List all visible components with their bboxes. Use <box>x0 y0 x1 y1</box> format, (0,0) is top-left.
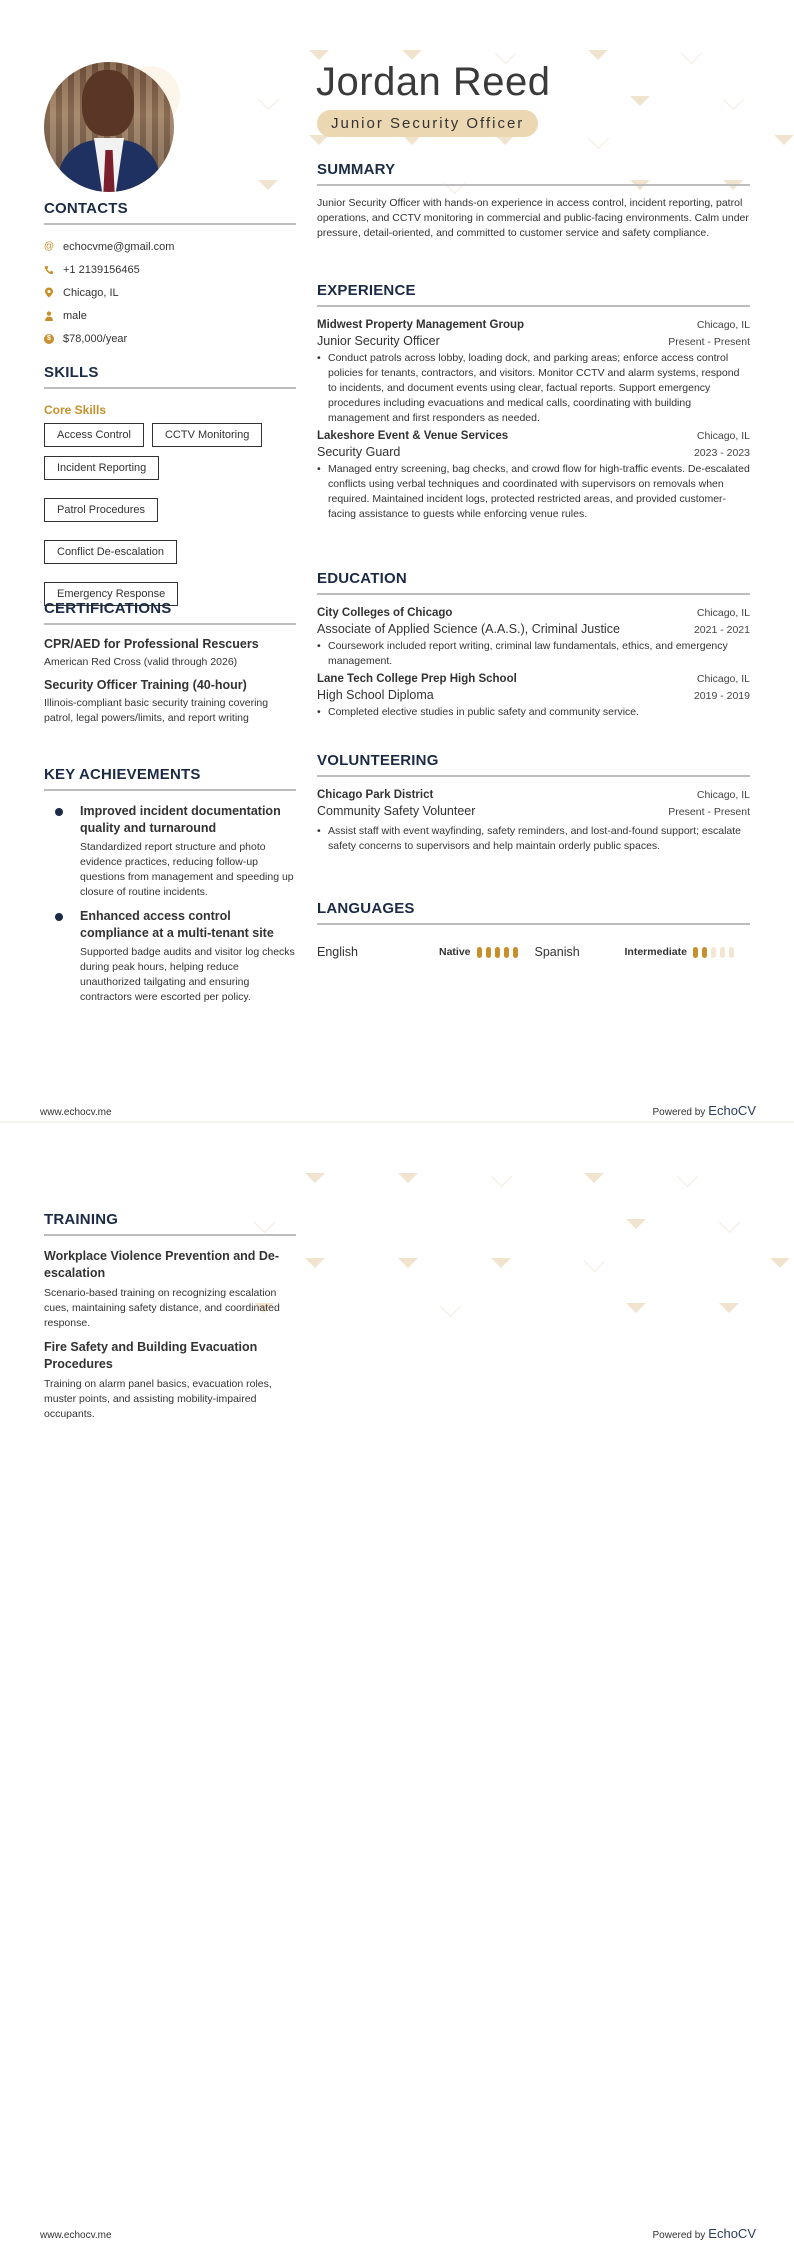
location-pin-icon <box>44 288 54 298</box>
entry-dates: 2019 - 2019 <box>693 690 750 702</box>
entry-description: Coursework included report writing, criminal law fundamentals, ethics, and emergency management. <box>328 640 728 667</box>
skill-tag: Emergency Response <box>44 582 178 606</box>
section-heading: CONTACTS <box>44 200 296 225</box>
brand-logo: EchoCV <box>708 2226 756 2241</box>
degree: High School Diploma <box>317 688 434 702</box>
page-footer <box>40 1103 756 1118</box>
employer-name: Lakeshore Event & Venue Services <box>317 430 509 442</box>
skill-group-label: Core Skills <box>44 403 107 417</box>
skill-tag: Conflict De-escalation <box>44 540 177 564</box>
entry-location: Chicago, IL <box>696 673 750 685</box>
contacts-section <box>44 200 296 350</box>
education-entry: Lane Tech College Prep High School Chicago, IL High School Diploma 2019 - 2019 • Completed elective studies in public safety and community service. <box>317 673 750 718</box>
entry-dates: Present - Present <box>668 336 750 348</box>
education-section <box>317 570 750 720</box>
section-heading: TRAINING <box>44 1211 296 1236</box>
volunteering-entry: Chicago Park District Chicago, IL Community Safety Volunteer Present - Present • Assist staff with event wayfinding, safety reminders, and lost-and-found support; escalate safety concerns to supervisors and help maintain orderly public spaces. <box>317 789 750 852</box>
section-heading: CERTIFICATIONS <box>44 600 296 625</box>
contact-value: $78,000/year <box>63 332 128 345</box>
contact-email[interactable] <box>44 235 296 258</box>
website-link[interactable]: www.echocv.me <box>40 1107 112 1118</box>
volunteer-role: Community Safety Volunteer <box>317 804 476 818</box>
job-role: Junior Security Officer <box>317 334 440 348</box>
entry-location: Chicago, IL <box>696 607 750 619</box>
website-link[interactable]: www.echocv.me <box>40 2230 112 2241</box>
training-section <box>44 1211 296 1422</box>
entry-dates: Present - Present <box>668 806 750 818</box>
entry-description: Conduct patrols across lobby, loading dock, and parking areas; enforce access control policies for tenants, contractors, and visitors. Monitor CCTV and alarm systems, respond to incidents, and document events using clear, factual reports. Support emergency procedures including evacuations and medical calls, coordinating with building management and first responders as needed. <box>328 352 740 424</box>
degree: Associate of Applied Science (A.A.S.), Criminal Justice <box>317 622 620 636</box>
entry-description: Completed elective studies in public safety and community service. <box>328 706 640 718</box>
person-icon <box>44 311 54 321</box>
summary-section <box>317 161 750 241</box>
training-desc: Scenario-based training on recognizing escalation cues, maintaining safety distance, and coordinated response. <box>44 1287 280 1329</box>
skills-section <box>44 364 296 606</box>
contact-value: male <box>63 309 87 322</box>
bullet-dot-icon <box>55 913 63 921</box>
school-name: City Colleges of Chicago <box>317 607 453 619</box>
cert-desc: Illinois-compliant basic security training covering patrol, legal powers/limits, and report writing <box>44 697 269 724</box>
organization-name: Chicago Park District <box>317 789 434 801</box>
contact-value: +1 2139156465 <box>63 263 140 276</box>
achievement-desc: Standardized report structure and photo evidence practices, reducing follow-up questions from management and speeding up closure of routine incidents. <box>80 841 294 898</box>
language-name: Spanish <box>534 945 580 959</box>
skill-tag: CCTV Monitoring <box>152 423 262 447</box>
cert-desc: American Red Cross (valid through 2026) <box>44 656 238 668</box>
summary-text: Junior Security Officer with hands-on experience in access control, incident reporting, patrol operations, and CCTV monitoring in commercial and public-facing environments. Calm under pressure, detail-oriented, and committed to customer service and safety compliance. <box>317 197 749 239</box>
achievement-title: Improved incident documentation quality and turnaround <box>80 804 281 835</box>
achievement-title: Enhanced access control compliance at a multi-tenant site <box>80 909 274 940</box>
volunteering-section <box>317 752 750 854</box>
section-heading: LANGUAGES <box>317 900 750 925</box>
powered-by: Powered by EchoCV <box>652 2226 756 2241</box>
brand-logo: EchoCV <box>708 1103 756 1118</box>
languages-section <box>317 900 750 959</box>
section-heading: VOLUNTEERING <box>317 752 750 777</box>
dollar-coin-icon: $ <box>44 334 54 344</box>
entry-dates: 2021 - 2021 <box>693 624 750 636</box>
school-name: Lane Tech College Prep High School <box>317 673 517 685</box>
job-title-badge: Junior Security Officer <box>317 110 538 137</box>
cert-name: Security Officer Training (40-hour) <box>44 678 247 692</box>
section-heading: SUMMARY <box>317 161 750 186</box>
achievement-desc: Supported badge audits and visitor log checks during peak hours, helping reduce unauthorized tailgating and ensuring contractors were escorted per policy. <box>80 946 295 1003</box>
language-level: Native <box>439 946 471 958</box>
skill-tag: Incident Reporting <box>44 456 159 480</box>
proficiency-dots <box>477 947 518 958</box>
skill-tags <box>44 423 296 606</box>
training-desc: Training on alarm panel basics, evacuation roles, muster points, and assisting mobility-impaired occupants. <box>44 1378 272 1420</box>
employer-name: Midwest Property Management Group <box>317 319 525 331</box>
certifications-section <box>44 600 296 726</box>
contact-phone[interactable] <box>44 258 296 281</box>
contact-value: echocvme@gmail.com <box>63 240 175 253</box>
entry-description: Managed entry screening, bag checks, and crowd flow for high-traffic events. De-escalated conflicts using verbal techniques and coordinated with supervisors on removals when required. Maintained incident logs, protected restricted areas, and provided customer-facing assistance to guests while enforcing venue rules. <box>328 463 750 520</box>
bullet-dot-icon <box>55 808 63 816</box>
entry-dates: 2023 - 2023 <box>693 447 750 459</box>
experience-entry: Midwest Property Management Group Chicago, IL Junior Security Officer Present - Present • Conduct patrols across lobby, loading dock, and parking areas; enforce access control policies for tenants, contractors, and visitors. Monitor CCTV and alarm systems, respond to incidents, and document events using clear, factual reports. Support emergency procedures including evacuations and medical calls, coordinating with building management and first responders as needed. <box>317 319 750 424</box>
section-heading: SKILLS <box>44 364 296 389</box>
experience-section <box>317 282 750 522</box>
entry-location: Chicago, IL <box>696 789 750 801</box>
section-heading: EDUCATION <box>317 570 750 595</box>
profile-photo <box>44 62 174 192</box>
proficiency-dots <box>693 947 734 958</box>
achievements-section <box>44 766 296 1005</box>
candidate-name: Jordan Reed <box>316 60 551 104</box>
entry-description: Assist staff with event wayfinding, safety reminders, and lost-and-found support; escalate safety concerns to supervisors and help maintain orderly public spaces. <box>328 825 742 852</box>
resume-page-2 <box>0 1123 794 2246</box>
language-level: Intermediate <box>624 946 687 958</box>
entry-location: Chicago, IL <box>696 319 750 331</box>
cert-name: CPR/AED for Professional Rescuers <box>44 637 259 651</box>
at-icon: @ <box>43 241 55 252</box>
language-name: English <box>317 945 358 959</box>
contact-gender <box>44 304 296 327</box>
contact-salary <box>44 327 296 350</box>
powered-by: Powered by EchoCV <box>652 1103 756 1118</box>
entry-location: Chicago, IL <box>696 430 750 442</box>
phone-icon <box>44 265 54 275</box>
page-footer <box>40 2226 756 2241</box>
training-name: Fire Safety and Building Evacuation Procedures <box>44 1340 258 1371</box>
training-name: Workplace Violence Prevention and De-escalation <box>44 1249 280 1280</box>
skill-tag: Patrol Procedures <box>44 498 158 522</box>
contact-location <box>44 281 296 304</box>
section-heading: EXPERIENCE <box>317 282 750 307</box>
section-heading: KEY ACHIEVEMENTS <box>44 766 296 791</box>
experience-entry: Lakeshore Event & Venue Services Chicago, IL Security Guard 2023 - 2023 • Managed entry screening, bag checks, and crowd flow for high-traffic events. De-escalated conflicts using verbal techniques and coordinated with supervisors on removals when required. Maintained incident logs, protected restricted areas, and provided customer-facing assistance to guests while enforcing venue rules. <box>317 430 750 520</box>
education-entry: City Colleges of Chicago Chicago, IL Associate of Applied Science (A.A.S.), Criminal Justice 2021 - 2021 • Coursework included report writing, criminal law fundamentals, ethics, and emergency management. <box>317 607 750 667</box>
contact-value: Chicago, IL <box>63 286 119 299</box>
skill-tag: Access Control <box>44 423 144 447</box>
job-role: Security Guard <box>317 445 401 459</box>
achievement-item <box>44 908 296 1005</box>
achievement-item <box>44 803 296 900</box>
